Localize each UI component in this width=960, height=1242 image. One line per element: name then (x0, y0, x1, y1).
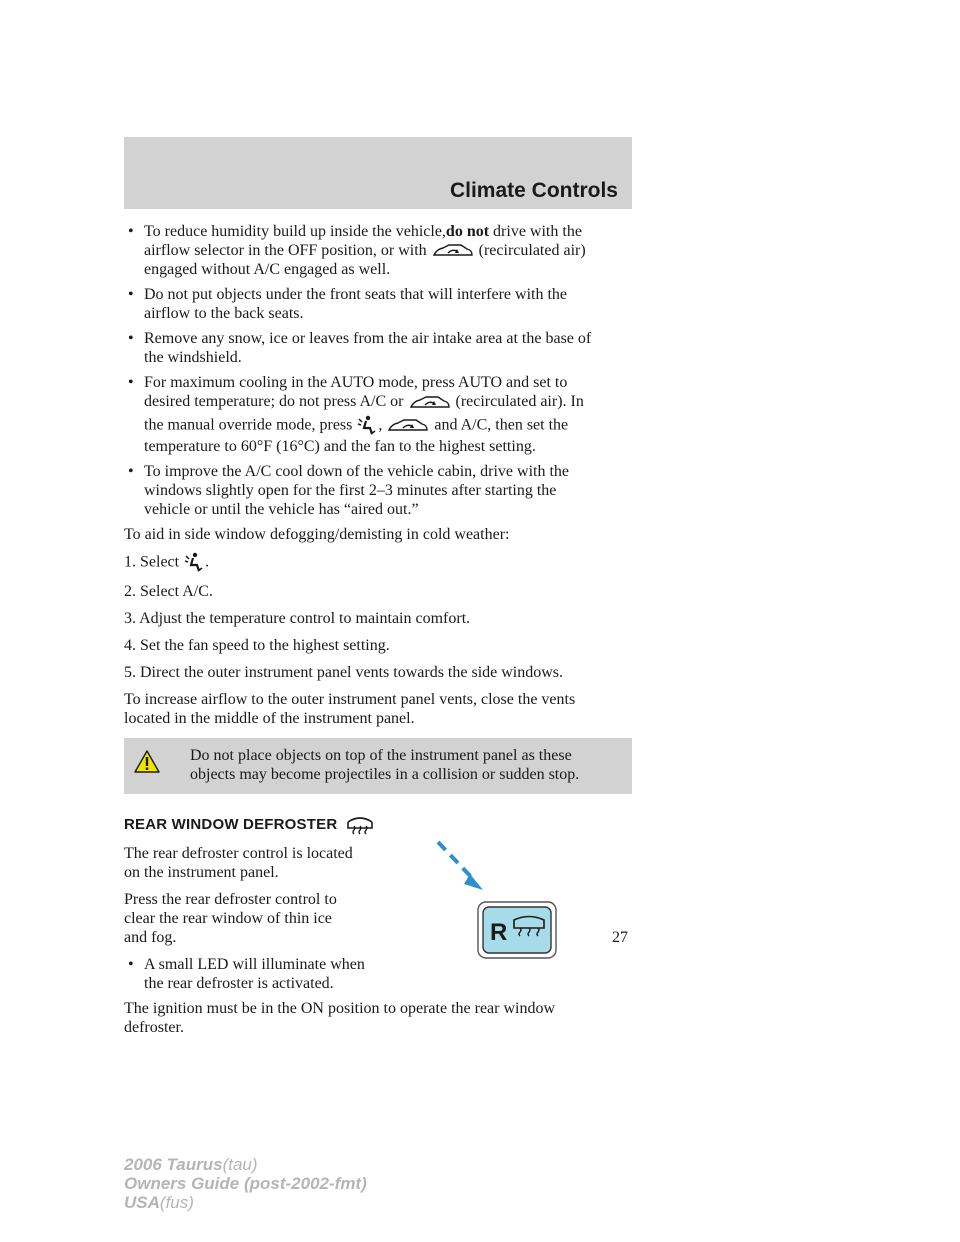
list-item: • A small LED will illuminate when the rear defroster is activated. (128, 955, 365, 992)
pointer-arrow-head (464, 874, 483, 890)
page-number: 27 (612, 929, 628, 946)
bullet-dot: • (128, 955, 134, 973)
text-line: To improve the A/C cool down of the vehicle cabin, drive with the (144, 462, 569, 480)
text-line: airflow selector in the OFF position, or with (recirculated air) (144, 242, 586, 259)
footer-line: 2006 Taurus(tau) (124, 1155, 258, 1174)
rear-defroster-location: The rear defroster control is located on the instrument panel. (124, 844, 353, 881)
text-line: temperature to 60°F (16°C) and the fan to the highest setting. (144, 437, 536, 455)
list-item (124, 222, 632, 279)
defog-step-3: 3. Adjust the temperature control to maintain comfort. (124, 609, 471, 627)
defog-step-2: 2. Select A/C. (124, 582, 213, 600)
text-line: windows slightly open for the first 2–3 minutes after starting the (144, 481, 557, 499)
footer-line: USA(fus) (124, 1193, 194, 1212)
rear-defroster-heading: REAR WINDOW DEFROSTER (124, 814, 632, 836)
defog-step-4: 4. Set the fan speed to the highest setting. (124, 636, 390, 654)
rear-defroster-section (124, 844, 632, 993)
section-header-band (124, 137, 632, 209)
rear-defroster-usage: Press the rear defroster control to clear the rear window of thin ice and fog. (124, 890, 337, 946)
footer-line: Owners Guide (post-2002-fmt) (124, 1174, 367, 1193)
defog-step-1: 1. Select . (124, 552, 632, 574)
text-line: For maximum cooling in the AUTO mode, press AUTO and set to (144, 374, 568, 392)
text-line: To reduce humidity build up inside the vehicle,do not drive with the (144, 223, 582, 240)
list-item (124, 285, 632, 323)
text-line: vehicle or until the vehicle has “aired out.” (144, 500, 419, 518)
emphasis-do-not: do not (445, 223, 490, 240)
text-line: Do not put objects under the front seats that will interfere with the (144, 286, 567, 304)
recirculated-air-icon (408, 394, 452, 412)
recirculated-air-icon (386, 417, 430, 435)
rear-defroster-control-illustration (434, 840, 560, 969)
warning-box (124, 738, 632, 794)
ignition-note: The ignition must be in the ON position to operate the rear window defroster. (124, 999, 556, 1036)
rear-defroster-text (124, 844, 394, 993)
list-item (124, 462, 632, 519)
warning-text: Do not place objects on top of the instrument panel as these (190, 746, 572, 764)
bullet-dot: • (128, 286, 134, 304)
rear-defrost-icon (346, 814, 374, 836)
button-letter: R (490, 918, 508, 946)
text-line: the manual override mode, press , and A/C, then set the (144, 415, 632, 437)
floor-defrost-mode-icon (356, 415, 378, 437)
airflow-paragraph (124, 690, 632, 728)
bullet-dot: • (128, 330, 134, 348)
bullet-dot: • (128, 374, 134, 392)
document-footer (124, 1155, 367, 1212)
bullet-dot: • (128, 223, 134, 240)
warning-triangle-icon (134, 750, 160, 778)
text-line: To increase airflow to the outer instrument panel vents, close the vents (124, 690, 576, 708)
list-item (124, 329, 632, 367)
bullet-dot: • (128, 462, 134, 480)
text-line: airflow to the back seats. (144, 305, 304, 323)
floor-defrost-mode-icon (183, 552, 205, 574)
recirculated-air-icon (431, 242, 475, 260)
page-content (124, 222, 632, 1045)
text-line: Remove any snow, ice or leaves from the air intake area at the base of (144, 330, 592, 348)
text-line: desired temperature; do not press A/C or (recirculated air). In (144, 393, 584, 411)
warning-text: objects may become projectiles in a collision or sudden stop. (190, 765, 580, 783)
defog-intro: To aid in side window defogging/demisting in cold weather: (124, 525, 510, 543)
text-line: engaged without A/C engaged as well. (144, 261, 391, 279)
text-line: the windshield. (144, 349, 242, 367)
text-line: located in the middle of the instrument panel. (124, 709, 415, 727)
section-title: Climate Controls (449, 179, 618, 202)
defog-step-5: 5. Direct the outer instrument panel vents towards the side windows. (124, 663, 564, 681)
pointer-arrow-line (438, 842, 474, 880)
list-item (124, 373, 632, 455)
